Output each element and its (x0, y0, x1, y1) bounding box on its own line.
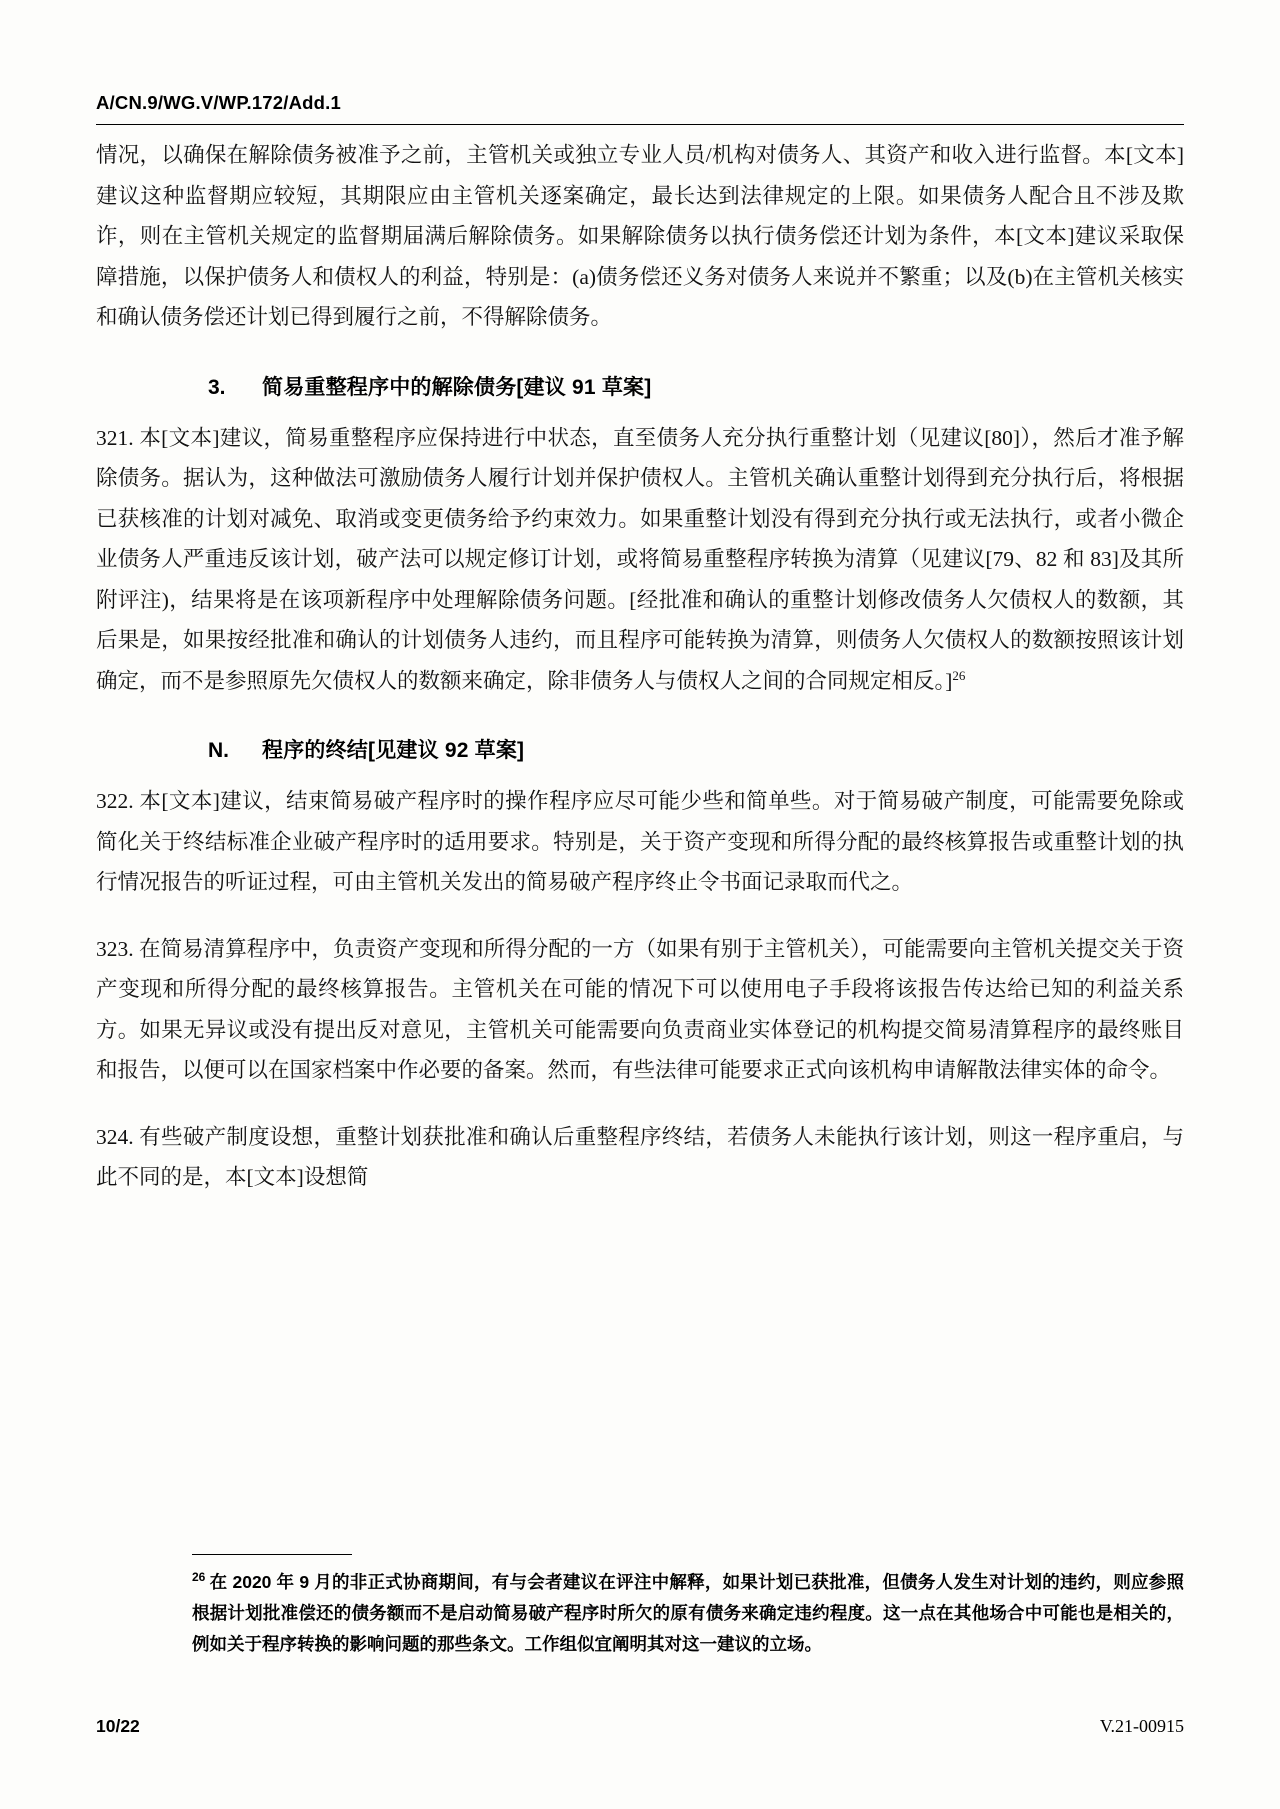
section-title-n: 程序的终结[见建议 92 草案] (262, 739, 525, 762)
paragraph-321 (96, 418, 1184, 702)
paragraph-spacer-2 (96, 1091, 1184, 1117)
paragraph-number-324: 324. (96, 1124, 134, 1149)
paragraph-number-322: 322. (96, 789, 134, 813)
footnote-divider (192, 1554, 352, 1555)
paragraph-number-323: 323. (96, 936, 134, 961)
paragraph-321-text: 本[文本]建议，简易重整程序应保持进行中状态，直至债务人充分执行重整计划（见建议[80]），然后才准予解除债务。据认为，这种做法可激励债务人履行计划并保护债权人。主管机关确认重整计划得到充分执行后，将根据已获核准的计划对减免、取消或变更债务给予约束效力。如果重整计划没有得到充分执行或无法执行，或者小微企业债务人严重违反该计划，破产法可以规定修订计划，或将简易重整程序转换为清算（见建议[79、82 和 83]及其所附评注)，结果将是在该项新程序中处理解除债务问题。[经批准和确认的重整计划修改债务人欠债权人的数额，其后果是，如果按经批准和确认的计划债务人违约，而且程序可能转换为清算，则债务人欠债权人的数额按照该计划确定，而不是参照原先欠债权人的数额来确定，除非债务人与债权人之间的合同规定相反。] (96, 425, 1184, 693)
paragraph-323 (96, 929, 1184, 1091)
section-heading-3 (208, 372, 1184, 404)
page-header (96, 92, 1184, 125)
paragraph-322 (96, 781, 1184, 903)
section-number-n: N. (208, 739, 229, 762)
paragraph-323-text: 在简易清算程序中，负责资产变现和所得分配的一方（如果有别于主管机关），可能需要向主管机关提交关于资产变现和所得分配的最终核算报告。主管机关在可能的情况下可以使用电子手段将该报告传达给已知的利益关系方。如果无异议或没有提出反对意见，主管机关可能需要向负责商业实体登记的机构提交简易清算程序的最终账目和报告，以便可以在国家档案中作必要的备案。然而，有些法律可能要求正式向该机构申请解散法律实体的命令。 (96, 936, 1184, 1082)
page-footer (96, 1716, 1184, 1737)
paragraph-number-321: 321. (96, 425, 134, 450)
section-heading-n (208, 735, 1184, 767)
footnote-text: 在 2020 年 9 月的非正式协商期间，有与会者建议在评注中解释，如果计划已获批准，但债务人发生对计划的违约，则应参照根据计划批准偿还的债务额而不是启动简易破产程序时所欠的原有债务来确定违约程度。这一点在其他场合中可能也是相关的，例如关于程序转换的影响问题的那些条文。工作组似宜阐明其对这一建议的立场。 (192, 1572, 1184, 1654)
paragraph-324 (96, 1117, 1184, 1198)
paragraph-continued: 情况，以确保在解除债务被准予之前，主管机关或独立专业人员/机构对债务人、其资产和收入进行监督。本[文本]建议这种监督期应较短，其期限应由主管机关逐案确定，最长达到法律规定的上限。如果债务人配合且不涉及欺诈，则在主管机关规定的监督期届满后解除债务。如果解除债务以执行债务偿还计划为条件，本[文本]建议采取保障措施，以保护债务人和债权人的利益，特别是：(a)债务偿还义务对债务人来说并不繁重；以及(b)在主管机关核实和确认债务偿还计划已得到履行之前，不得解除债务。 (96, 143, 1184, 329)
footnote-number: 26 (192, 1570, 206, 1585)
document-code: V.21-00915 (1099, 1716, 1184, 1736)
header-divider (96, 124, 1184, 125)
footnote-area (96, 1554, 1184, 1660)
footnote-26 (192, 1567, 1184, 1660)
section-number: 3. (208, 375, 226, 399)
paragraph-spacer (96, 903, 1184, 929)
section-title: 简易重整程序中的解除债务[建议 91 草案] (262, 375, 652, 399)
footnote-reference-26: 26 (952, 667, 966, 683)
paragraph-322-text: 本[文本]建议，结束简易破产程序时的操作程序应尽可能少些和简单些。对于简易破产制度，可能需要免除或简化关于终结标准企业破产程序时的适用要求。特别是，关于资产变现和所得分配的最终核算报告或重整计划的执行情况报告的听证过程，可由主管机关发出的简易破产程序终止令书面记录取而代之。 (96, 789, 1185, 894)
paragraph-324-text: 有些破产制度设想，重整计划获批准和确认后重整程序终结，若债务人未能执行该计划，则这一程序重启，与此不同的是，本[文本]设想简 (96, 1124, 1185, 1189)
page-number: 10/22 (96, 1716, 140, 1736)
document-symbol: A/CN.9/WG.V/WP.172/Add.1 (96, 92, 342, 113)
document-body (96, 135, 1184, 1198)
